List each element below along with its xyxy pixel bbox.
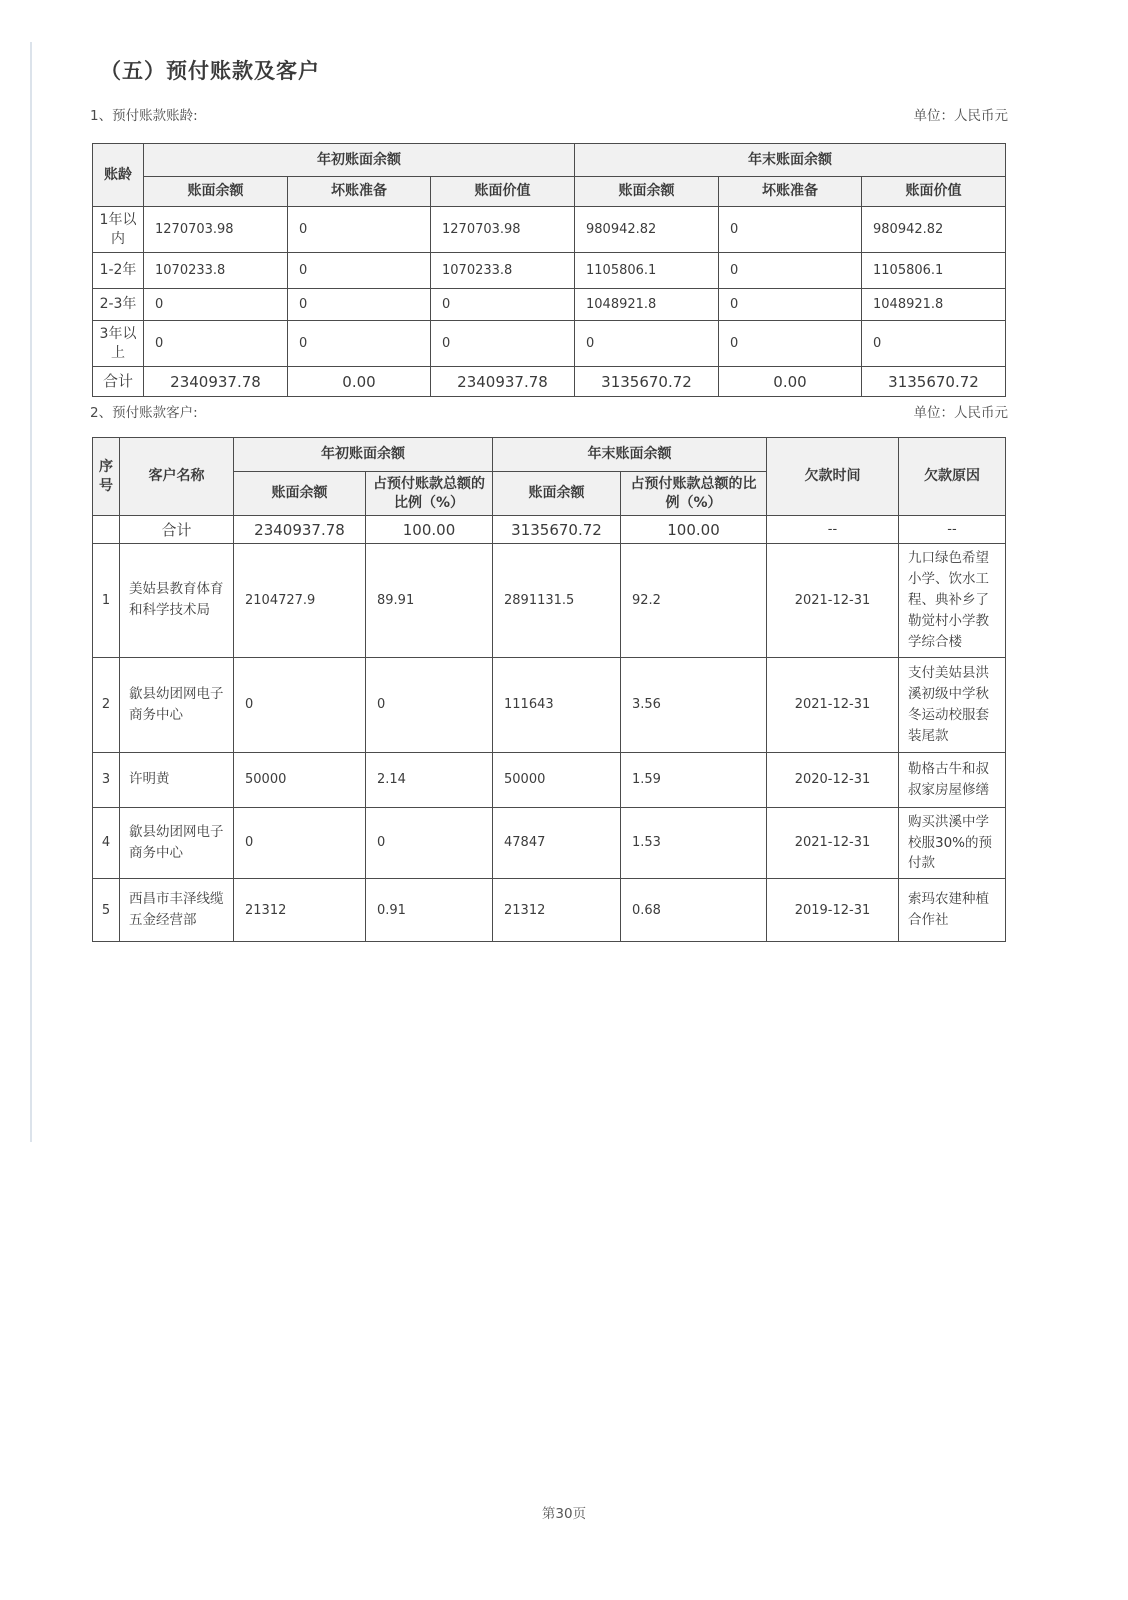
customers-seq-header: 序号 [93, 438, 120, 516]
section2-label: 2、预付账款客户: [90, 405, 198, 421]
cell-value: 1270703.98 [431, 207, 575, 253]
cell-value: 1070233.8 [431, 253, 575, 289]
row-seq: 3 [93, 752, 120, 807]
customers-total-label: 合计 [120, 516, 234, 544]
cell-value: 0 [288, 289, 431, 321]
cell-value: 0.00 [719, 367, 862, 397]
aging-header-row-1 [93, 144, 1006, 177]
cell-value: 980942.82 [862, 207, 1006, 253]
aging-subheader: 坏账准备 [288, 177, 431, 207]
cell-value: 47847 [493, 807, 621, 879]
customers-header-row-1 [93, 438, 1006, 472]
aging-subheader: 账面价值 [862, 177, 1006, 207]
cell-value: 1270703.98 [144, 207, 288, 253]
cell-value: 0 [234, 657, 366, 752]
section1-label: 1、预付账款账龄: [90, 108, 198, 124]
cell-value: 0 [366, 657, 493, 752]
cell-value: 0 [144, 289, 288, 321]
debt-time: 2019-12-31 [767, 879, 899, 942]
customers-debt-time-header: 欠款时间 [767, 438, 899, 516]
debt-reason: 购买洪溪中学校服30%的预付款 [899, 807, 1006, 879]
customer-name: 歙县幼团网电子商务中心 [120, 657, 234, 752]
cell-value: 100.00 [621, 516, 767, 544]
cell-value: 0.68 [621, 879, 767, 942]
customer-name: 美姑县教育体育和科学技术局 [120, 544, 234, 658]
cell-value: 0 [575, 321, 719, 367]
cell-value: 980942.82 [575, 207, 719, 253]
table-row [93, 807, 1006, 879]
cell-value: 3135670.72 [493, 516, 621, 544]
aging-table [92, 143, 1006, 397]
cell-value: 89.91 [366, 544, 493, 658]
aging-row-label: 1年以内 [93, 207, 144, 253]
cell-value: -- [767, 516, 899, 544]
customers-debt-reason-header: 欠款原因 [899, 438, 1006, 516]
cell-value: 0 [288, 253, 431, 289]
table-row [93, 207, 1006, 253]
cell-value: 1105806.1 [862, 253, 1006, 289]
cell-value: 1048921.8 [575, 289, 719, 321]
section2-header [90, 401, 1008, 421]
page-number: 第30页 [541, 1506, 587, 1522]
debt-reason: 支付美姑县洪溪初级中学秋冬运动校服套装尾款 [899, 657, 1006, 752]
cell-value: 0 [288, 321, 431, 367]
section2-unit-label: 单位：人民币元 [913, 405, 1008, 421]
aging-group-header-begin: 年初账面余额 [144, 144, 575, 177]
cell-value: 3135670.72 [862, 367, 1006, 397]
table-row [93, 752, 1006, 807]
cell-value: 0 [431, 321, 575, 367]
row-seq: 2 [93, 657, 120, 752]
debt-reason: 索玛农建种植合作社 [899, 879, 1006, 942]
aging-total-label: 合计 [93, 367, 144, 397]
cell-value: 0.91 [366, 879, 493, 942]
table-row [93, 321, 1006, 367]
customers-total-row [93, 516, 1006, 544]
row-seq: 1 [93, 544, 120, 658]
table-row [93, 879, 1006, 942]
section1-header [90, 104, 1008, 124]
cell-value: 0 [719, 253, 862, 289]
aging-subheader: 坏账准备 [719, 177, 862, 207]
cell-value: 0 [366, 807, 493, 879]
cell-value: 2104727.9 [234, 544, 366, 658]
customers-table [92, 437, 1006, 942]
debt-reason: 勒格古牛和叔叔家房屋修缮 [899, 752, 1006, 807]
debt-time: 2021-12-31 [767, 657, 899, 752]
debt-reason: 九口绿色希望小学、饮水工程、典补乡了勒觉村小学教学综合楼 [899, 544, 1006, 658]
row-seq: 4 [93, 807, 120, 879]
cell-value: -- [899, 516, 1006, 544]
cell-value: 0 [288, 207, 431, 253]
cell-value: 2340937.78 [431, 367, 575, 397]
aging-total-row [93, 367, 1006, 397]
cell-value: 3135670.72 [575, 367, 719, 397]
cell-value: 2.14 [366, 752, 493, 807]
cell-value: 0 [431, 289, 575, 321]
aging-subheader: 账面价值 [431, 177, 575, 207]
cell-value: 92.2 [621, 544, 767, 658]
cell-value: 1070233.8 [144, 253, 288, 289]
aging-corner-header: 账龄 [93, 144, 144, 207]
cell-value: 0 [719, 321, 862, 367]
cell-value: 21312 [493, 879, 621, 942]
customer-name: 歙县幼团网电子商务中心 [120, 807, 234, 879]
cell-value: 1.59 [621, 752, 767, 807]
customers-ratio-subheader: 占预付账款总额的比例（%） [621, 472, 767, 516]
aging-group-header-end: 年末账面余额 [575, 144, 1006, 177]
cell-value: 0 [862, 321, 1006, 367]
cell-value: 0.00 [288, 367, 431, 397]
customer-name: 西昌市丰泽线缆五金经营部 [120, 879, 234, 942]
cell-value: 50000 [493, 752, 621, 807]
cell-value: 0 [234, 807, 366, 879]
cell-value: 21312 [234, 879, 366, 942]
cell-value: 1.53 [621, 807, 767, 879]
customers-name-header: 客户名称 [120, 438, 234, 516]
customers-balance-subheader: 账面余额 [493, 472, 621, 516]
cell-value: 2340937.78 [234, 516, 366, 544]
cell-value: 0 [719, 289, 862, 321]
debt-time: 2021-12-31 [767, 544, 899, 658]
cell-value: 100.00 [366, 516, 493, 544]
cell-value: 3.56 [621, 657, 767, 752]
cell-value: 1048921.8 [862, 289, 1006, 321]
debt-time: 2021-12-31 [767, 807, 899, 879]
table-row [93, 657, 1006, 752]
cell-value: 1105806.1 [575, 253, 719, 289]
aging-row-label: 1-2年 [93, 253, 144, 289]
aging-subheader: 账面余额 [575, 177, 719, 207]
aging-row-label: 3年以上 [93, 321, 144, 367]
cell-value: 0 [719, 207, 862, 253]
scan-artifact-line [30, 42, 32, 1142]
row-seq: 5 [93, 879, 120, 942]
customers-ratio-subheader: 占预付账款总额的比例（%） [366, 472, 493, 516]
customers-group-header-begin: 年初账面余额 [234, 438, 493, 472]
customer-name: 许明黄 [120, 752, 234, 807]
table-row [93, 544, 1006, 658]
cell-value: 0 [144, 321, 288, 367]
customers-group-header-end: 年末账面余额 [493, 438, 767, 472]
section1-unit-label: 单位：人民币元 [913, 108, 1008, 124]
cell-value: 2340937.78 [144, 367, 288, 397]
page-title: （五）预付账款及客户 [100, 59, 320, 83]
customers-balance-subheader: 账面余额 [234, 472, 366, 516]
cell-value: 2891131.5 [493, 544, 621, 658]
debt-time: 2020-12-31 [767, 752, 899, 807]
cell-empty [93, 516, 120, 544]
cell-value: 50000 [234, 752, 366, 807]
table-row [93, 289, 1006, 321]
aging-row-label: 2-3年 [93, 289, 144, 321]
table-row [93, 253, 1006, 289]
aging-header-row-2 [93, 177, 1006, 207]
aging-subheader: 账面余额 [144, 177, 288, 207]
cell-value: 111643 [493, 657, 621, 752]
